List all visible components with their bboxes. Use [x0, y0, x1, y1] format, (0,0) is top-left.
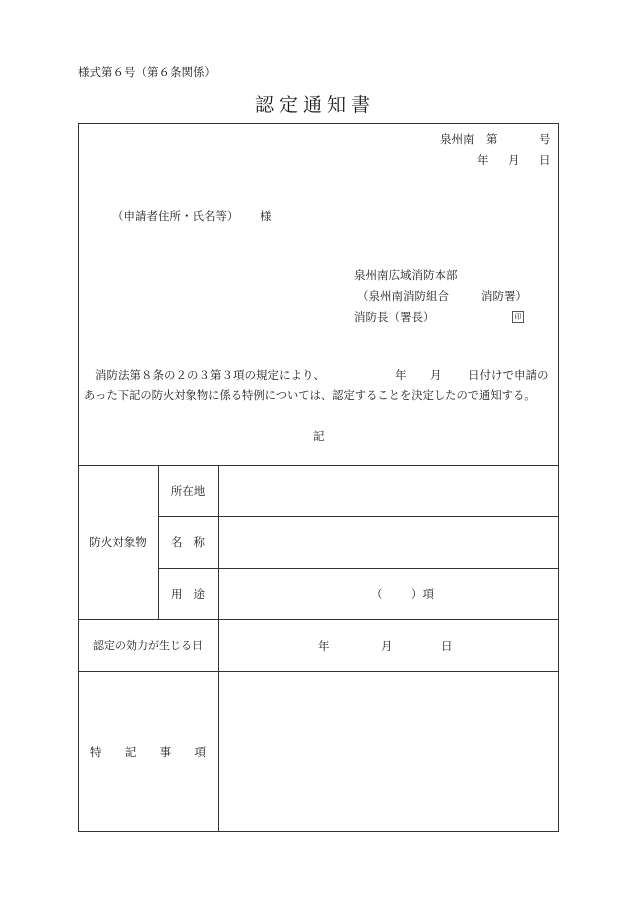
issue-number-suffix: 号	[539, 132, 551, 146]
issuer-chief: 消防長（署長）	[354, 310, 435, 324]
column-rule	[218, 465, 219, 832]
issue-date-year: 年	[477, 153, 489, 167]
name-label-char: 名	[171, 535, 183, 549]
subject-group-label: 防火対象物	[89, 535, 147, 549]
effective-month: 月	[381, 639, 393, 653]
remarks-label	[78, 671, 218, 832]
name-label	[158, 516, 218, 568]
honorific: 様	[260, 209, 272, 223]
form-number: 様式第６号（第６条関係）	[78, 65, 216, 79]
document-title: 認定通知書	[254, 94, 375, 116]
location-label: 所在地	[170, 483, 206, 498]
body-line1-end: 日付けで申請の	[468, 368, 549, 382]
use-value-close: ）項	[411, 587, 434, 601]
ki-mark: 記	[313, 429, 325, 443]
issuer-sub-org-close: 消防署）	[481, 289, 527, 303]
remarks-label-char: 事	[159, 744, 172, 759]
issuer-sub-org-open: （泉州南消防組合	[357, 289, 449, 303]
use-label	[158, 568, 218, 619]
remarks-label-char: 特	[90, 744, 102, 759]
use-value-open: （	[371, 587, 383, 601]
body-line2: あった下記の防火対象物に係る特例については、認定することを決定したので通知する。	[84, 389, 536, 402]
body-line1-year: 年	[395, 368, 407, 382]
name-label-char: 称	[193, 535, 205, 549]
use-label-char: 途	[193, 586, 205, 601]
issuer-org: 泉州南広域消防本部	[354, 268, 458, 282]
effective-date-label: 認定の効力が生じる日	[93, 639, 203, 652]
issue-date-day: 日	[539, 153, 551, 167]
body-line1-month: 月	[430, 368, 442, 382]
use-label-char: 用	[171, 586, 183, 601]
seal-mark: 印	[512, 311, 524, 323]
issue-number-prefix: 泉州南 第	[440, 132, 498, 146]
body-line1-start: 消防法第８条の２の３第３項の規定により、	[95, 368, 325, 382]
remarks-label-char: 項	[194, 744, 206, 759]
effective-year: 年	[318, 639, 330, 653]
remarks-label-char: 記	[124, 744, 137, 759]
issue-date-month: 月	[508, 153, 520, 167]
applicant-placeholder: （申請者住所・氏名等）	[112, 209, 239, 223]
effective-day: 日	[441, 639, 453, 653]
